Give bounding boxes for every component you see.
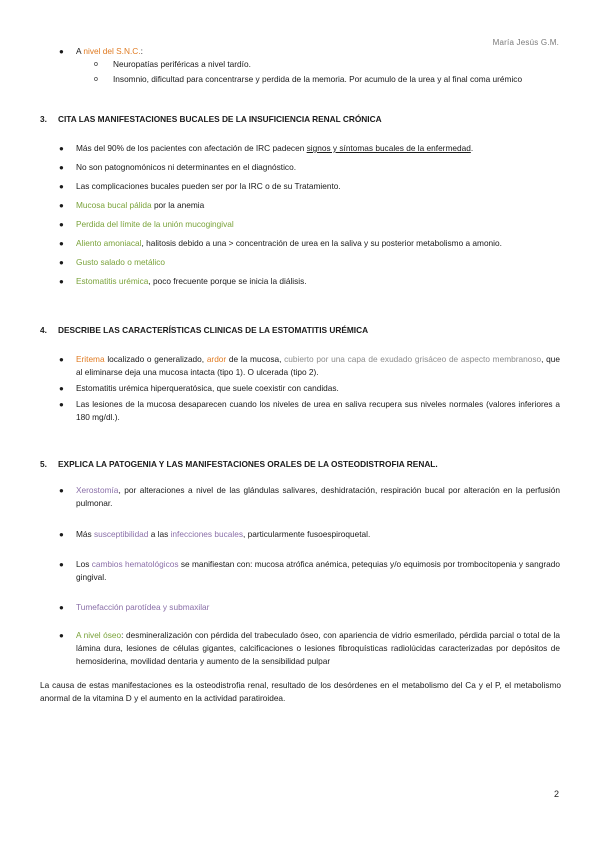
list-item: Las lesiones de la mucosa desaparecen cuando los niveles de urea en saliva recupera sus niveles normales (valores inferiores a 180 mg/dl.). — [76, 399, 560, 422]
bullet-icon: ● — [59, 560, 64, 569]
list-item: A nivel del S.N.C.: — [76, 46, 143, 56]
bullet-icon: ● — [59, 530, 64, 539]
list-item: Perdida del límite de la unión mucogingival — [76, 219, 234, 229]
author-header: María Jesús G.M. — [492, 38, 559, 47]
paragraph: La causa de estas manifestaciones es la osteodistrofia renal, resultado de los desórdenes en el metabolismo del Ca y el P, el metabolismo anormal de la vitamina D y el aumento en la actividad paratiroidea. — [40, 680, 561, 703]
bullet-icon: ● — [59, 277, 64, 286]
section-heading: 3. CITA LAS MANIFESTACIONES BUCALES DE LA INSUFICIENCIA RENAL CRÓNICA — [40, 114, 382, 124]
sub-list-item: Insomnio, dificultad para concentrarse y perdida de la memoria. Por acumulo de la urea y al final coma urémico — [113, 74, 523, 84]
bullet-icon: ● — [59, 603, 64, 612]
sub-bullet-icon: o — [94, 76, 98, 83]
bullet-icon: ● — [59, 47, 64, 56]
sub-bullet-icon: o — [94, 61, 98, 68]
section-heading: 4. DESCRIBE LAS CARACTERÍSTICAS CLINICAS DE LA ESTOMATITIS URÉMICA — [40, 325, 369, 335]
bullet-icon: ● — [59, 400, 64, 409]
bullet-icon: ● — [59, 258, 64, 267]
bullet-icon: ● — [59, 631, 64, 640]
list-item: Aliento amoniacal, halitosis debido a una > concentración de urea en la saliva y su posterior metabolismo a amonio. — [76, 238, 502, 248]
bullet-icon: ● — [59, 486, 64, 495]
list-item: Más del 90% de los pacientes con afectación de IRC padecen signos y síntomas bucales de la enfermedad. — [76, 143, 474, 153]
list-item: Estomatitis urémica, poco frecuente porque se inicia la diálisis. — [76, 276, 307, 286]
list-item: Más susceptibilidad a las infecciones bucales, particularmente fusoespiroquetal. — [76, 529, 371, 539]
bullet-icon: ● — [59, 384, 64, 393]
list-item: Mucosa bucal pálida por la anemia — [76, 200, 205, 210]
page-number: 2 — [553, 789, 559, 799]
bullet-icon: ● — [59, 201, 64, 210]
bullet-icon: ● — [59, 182, 64, 191]
list-item: Los cambios hematológicos se manifiestan con: mucosa atrófica anémica, petequias y/o equimosis por trombocitopenia y sangrado gingival. — [76, 559, 560, 582]
bullet-icon: ● — [59, 220, 64, 229]
list-item: Xerostomía, por alteraciones a nivel de las glándulas salivares, deshidratación, respiración bucal por alteración en la perfusión pulmonar. — [76, 485, 560, 508]
list-item: A nivel óseo: desmineralización con pérdida del trabeculado óseo, con apariencia de vidrio esmerilado, pérdida parcial o total de la lámina dura, lesiones de células gigantes, calcificaciones o lesiones fibroquísticas radiolúcidas caracterizadas por depósitos de hemosiderina, movilidad dentaria y aumento de la sensibilidad pulpar — [76, 630, 560, 666]
bullet-icon: ● — [59, 239, 64, 248]
bullet-icon: ● — [59, 144, 64, 153]
list-item: Las complicaciones bucales pueden ser por la IRC o de su Tratamiento. — [76, 181, 341, 191]
list-item: No son patognomónicos ni determinantes en el diagnóstico. — [76, 162, 297, 172]
list-item: Tumefacción parotídea y submaxilar — [76, 602, 210, 612]
sub-list-item: Neuropatías periféricas a nivel tardío. — [113, 59, 251, 69]
list-item: Eritema localizado o generalizado, ardor de la mucosa, cubierto por una capa de exudado grisáceo de aspecto membranoso, que al eliminarse deja una mucosa intacta (tipo 1). O ulcerada (tipo 2). — [76, 354, 560, 377]
list-item: Estomatitis urémica hiperqueratósica, que suele coexistir con candidas. — [76, 383, 339, 393]
bullet-icon: ● — [59, 163, 64, 172]
section-heading: 5. EXPLICA LA PATOGENIA Y LAS MANIFESTACIONES ORALES DE LA OSTEODISTROFIA RENAL. — [40, 459, 438, 469]
bullet-icon: ● — [59, 355, 64, 364]
list-item: Gusto salado o metálico — [76, 257, 166, 267]
